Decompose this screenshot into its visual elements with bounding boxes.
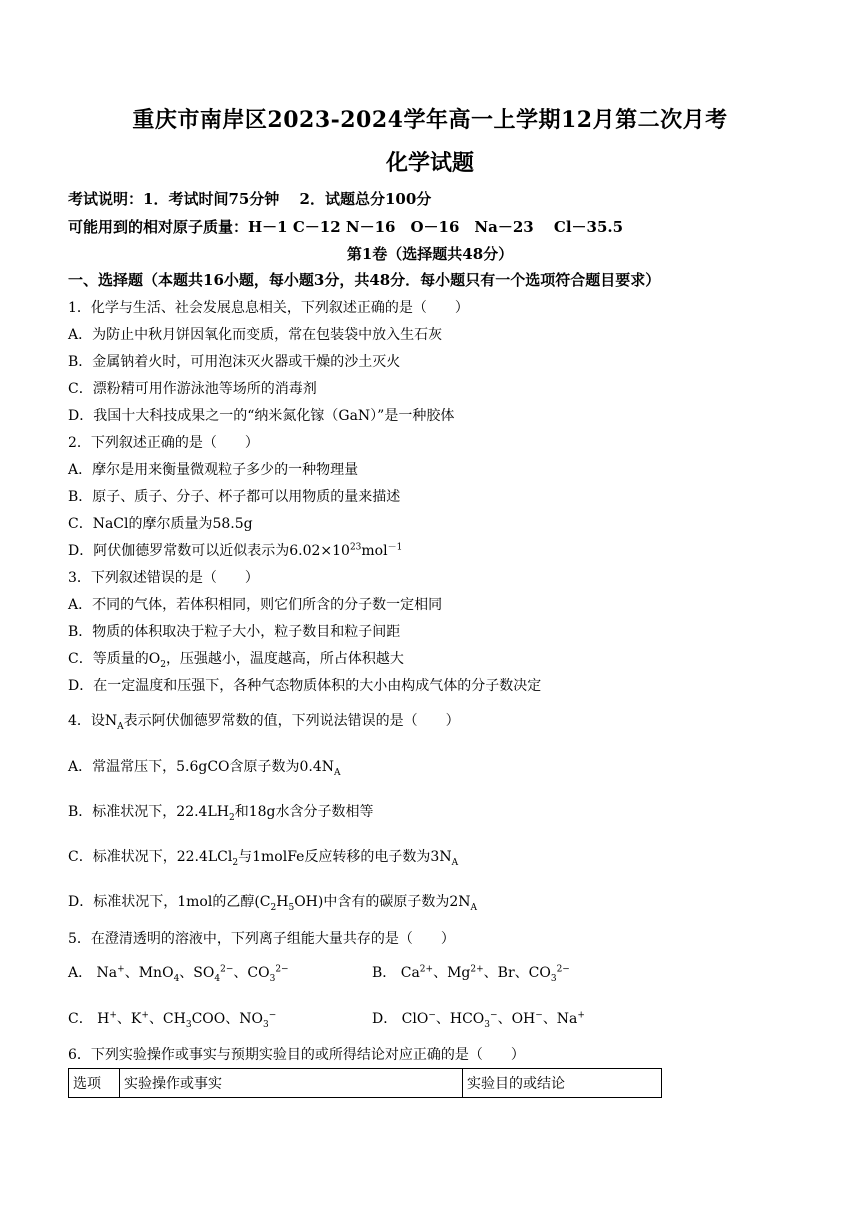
q4-stem: 4．设$N_A$表示阿伏伽德罗常数的值，下列说法错误的是（ ）	[68, 713, 460, 732]
section-title: 一、选择题（本题共16小题，每小题3分，共48分．每小题只有一个选项符合题目要求）	[68, 271, 661, 289]
q5-option-c: C． H+、K+、$CH_3COO$、$NO_3^-$	[68, 1010, 277, 1030]
q3-stem: 3．下列叙述错误的是（ ）	[68, 570, 259, 586]
q3-option-b: B．物质的体积取决于粒子大小，粒子数目和粒子间距	[68, 624, 401, 640]
exam-subtitle: 化学试题	[385, 150, 474, 176]
q1-stem: 1．化学与生活、社会发展息息相关，下列叙述正确的是（ ）	[68, 300, 469, 316]
q4-option-c: C．标准状况下，22.4LCl$_2$与1molFe反应转移的电子数为$3N_A$	[68, 849, 459, 868]
q6-header-operation: 实验操作或事实	[120, 1069, 463, 1098]
q6-header-conclusion: 实验目的或结论	[463, 1069, 662, 1098]
exam-title: 重庆市南岸区2023-2024学年高一上学期12月第二次月考	[132, 107, 728, 133]
q4-option-d: D．标准状况下，1mol的乙醇$(C_2H_5OH)$中含有的碳原子数为$2N_A$	[68, 894, 477, 913]
q2-stem: 2．下列叙述正确的是（ ）	[68, 435, 259, 451]
volume-title: 第1卷（选择题共48分）	[346, 245, 514, 263]
q6-table-header-row	[69, 1069, 662, 1098]
q5-option-a: A． Na+、MnO$_4$、$SO_4^{2-}$、$CO_3^{2-}$	[68, 964, 289, 984]
q6-header-option: 选项	[69, 1069, 120, 1098]
q6-stem: 6．下列实验操作或事实与预期实验目的或所得结论对应正确的是（ ）	[68, 1047, 525, 1063]
q1-option-b: B．金属钠着火时，可用泡沫灭火器或干燥的沙土灭火	[68, 354, 401, 370]
q5-option-d: D． ClO−、$HCO_3^-$、OH−、Na+	[372, 1010, 585, 1030]
q2-option-d: D．阿伏伽德罗常数可以近似表示为$6.02\times 10^{23}mol^{-1}$	[68, 542, 403, 559]
atomic-masses: 可能用到的相对原子质量：H－1 C－12 N－16 O－16 Na－23 Cl－35.5	[68, 218, 624, 236]
q5-option-b: B． $Ca^{2+}$、$Mg^{2+}$、Br、$CO_3^{2-}$	[372, 964, 570, 984]
q6-table	[68, 1068, 662, 1098]
q4-option-a: A．常温常压下，5.6gCO含原子数为$0.4N_A$	[68, 759, 341, 778]
exam-notes: 考试说明：1．考试时间75分钟 2．试题总分100分	[68, 190, 432, 208]
q3-option-a: A．不同的气体，若体积相同，则它们所含的分子数一定相同	[68, 597, 443, 613]
q5-stem: 5．在澄清透明的溶液中，下列离子组能大量共存的是（ ）	[68, 931, 455, 947]
q2-option-a: A．摩尔是用来衡量微观粒子多少的一种物理量	[68, 462, 359, 478]
q4-option-b: B．标准状况下，$22.4LH_2$和18g水含分子数相等	[68, 804, 374, 823]
q1-option-a: A．为防止中秋月饼因氧化而变质，常在包装袋中放入生石灰	[68, 327, 443, 343]
q1-option-c: C．漂粉精可用作游泳池等场所的消毒剂	[68, 381, 317, 397]
q2-option-b: B．原子、质子、分子、杯子都可以用物质的量来描述	[68, 489, 401, 505]
q3-option-d: D．在一定温度和压强下，各种气态物质体积的大小由构成气体的分子数决定	[68, 678, 542, 694]
q2-option-c: C．NaCl的摩尔质量为58.5g	[68, 516, 253, 532]
q3-option-c: C．等质量的$O_2$，压强越小，温度越高，所占体积越大	[68, 651, 404, 670]
q1-option-d: D．我国十大科技成果之一的“纳米氮化镓（GaN）”是一种胶体	[68, 408, 455, 424]
